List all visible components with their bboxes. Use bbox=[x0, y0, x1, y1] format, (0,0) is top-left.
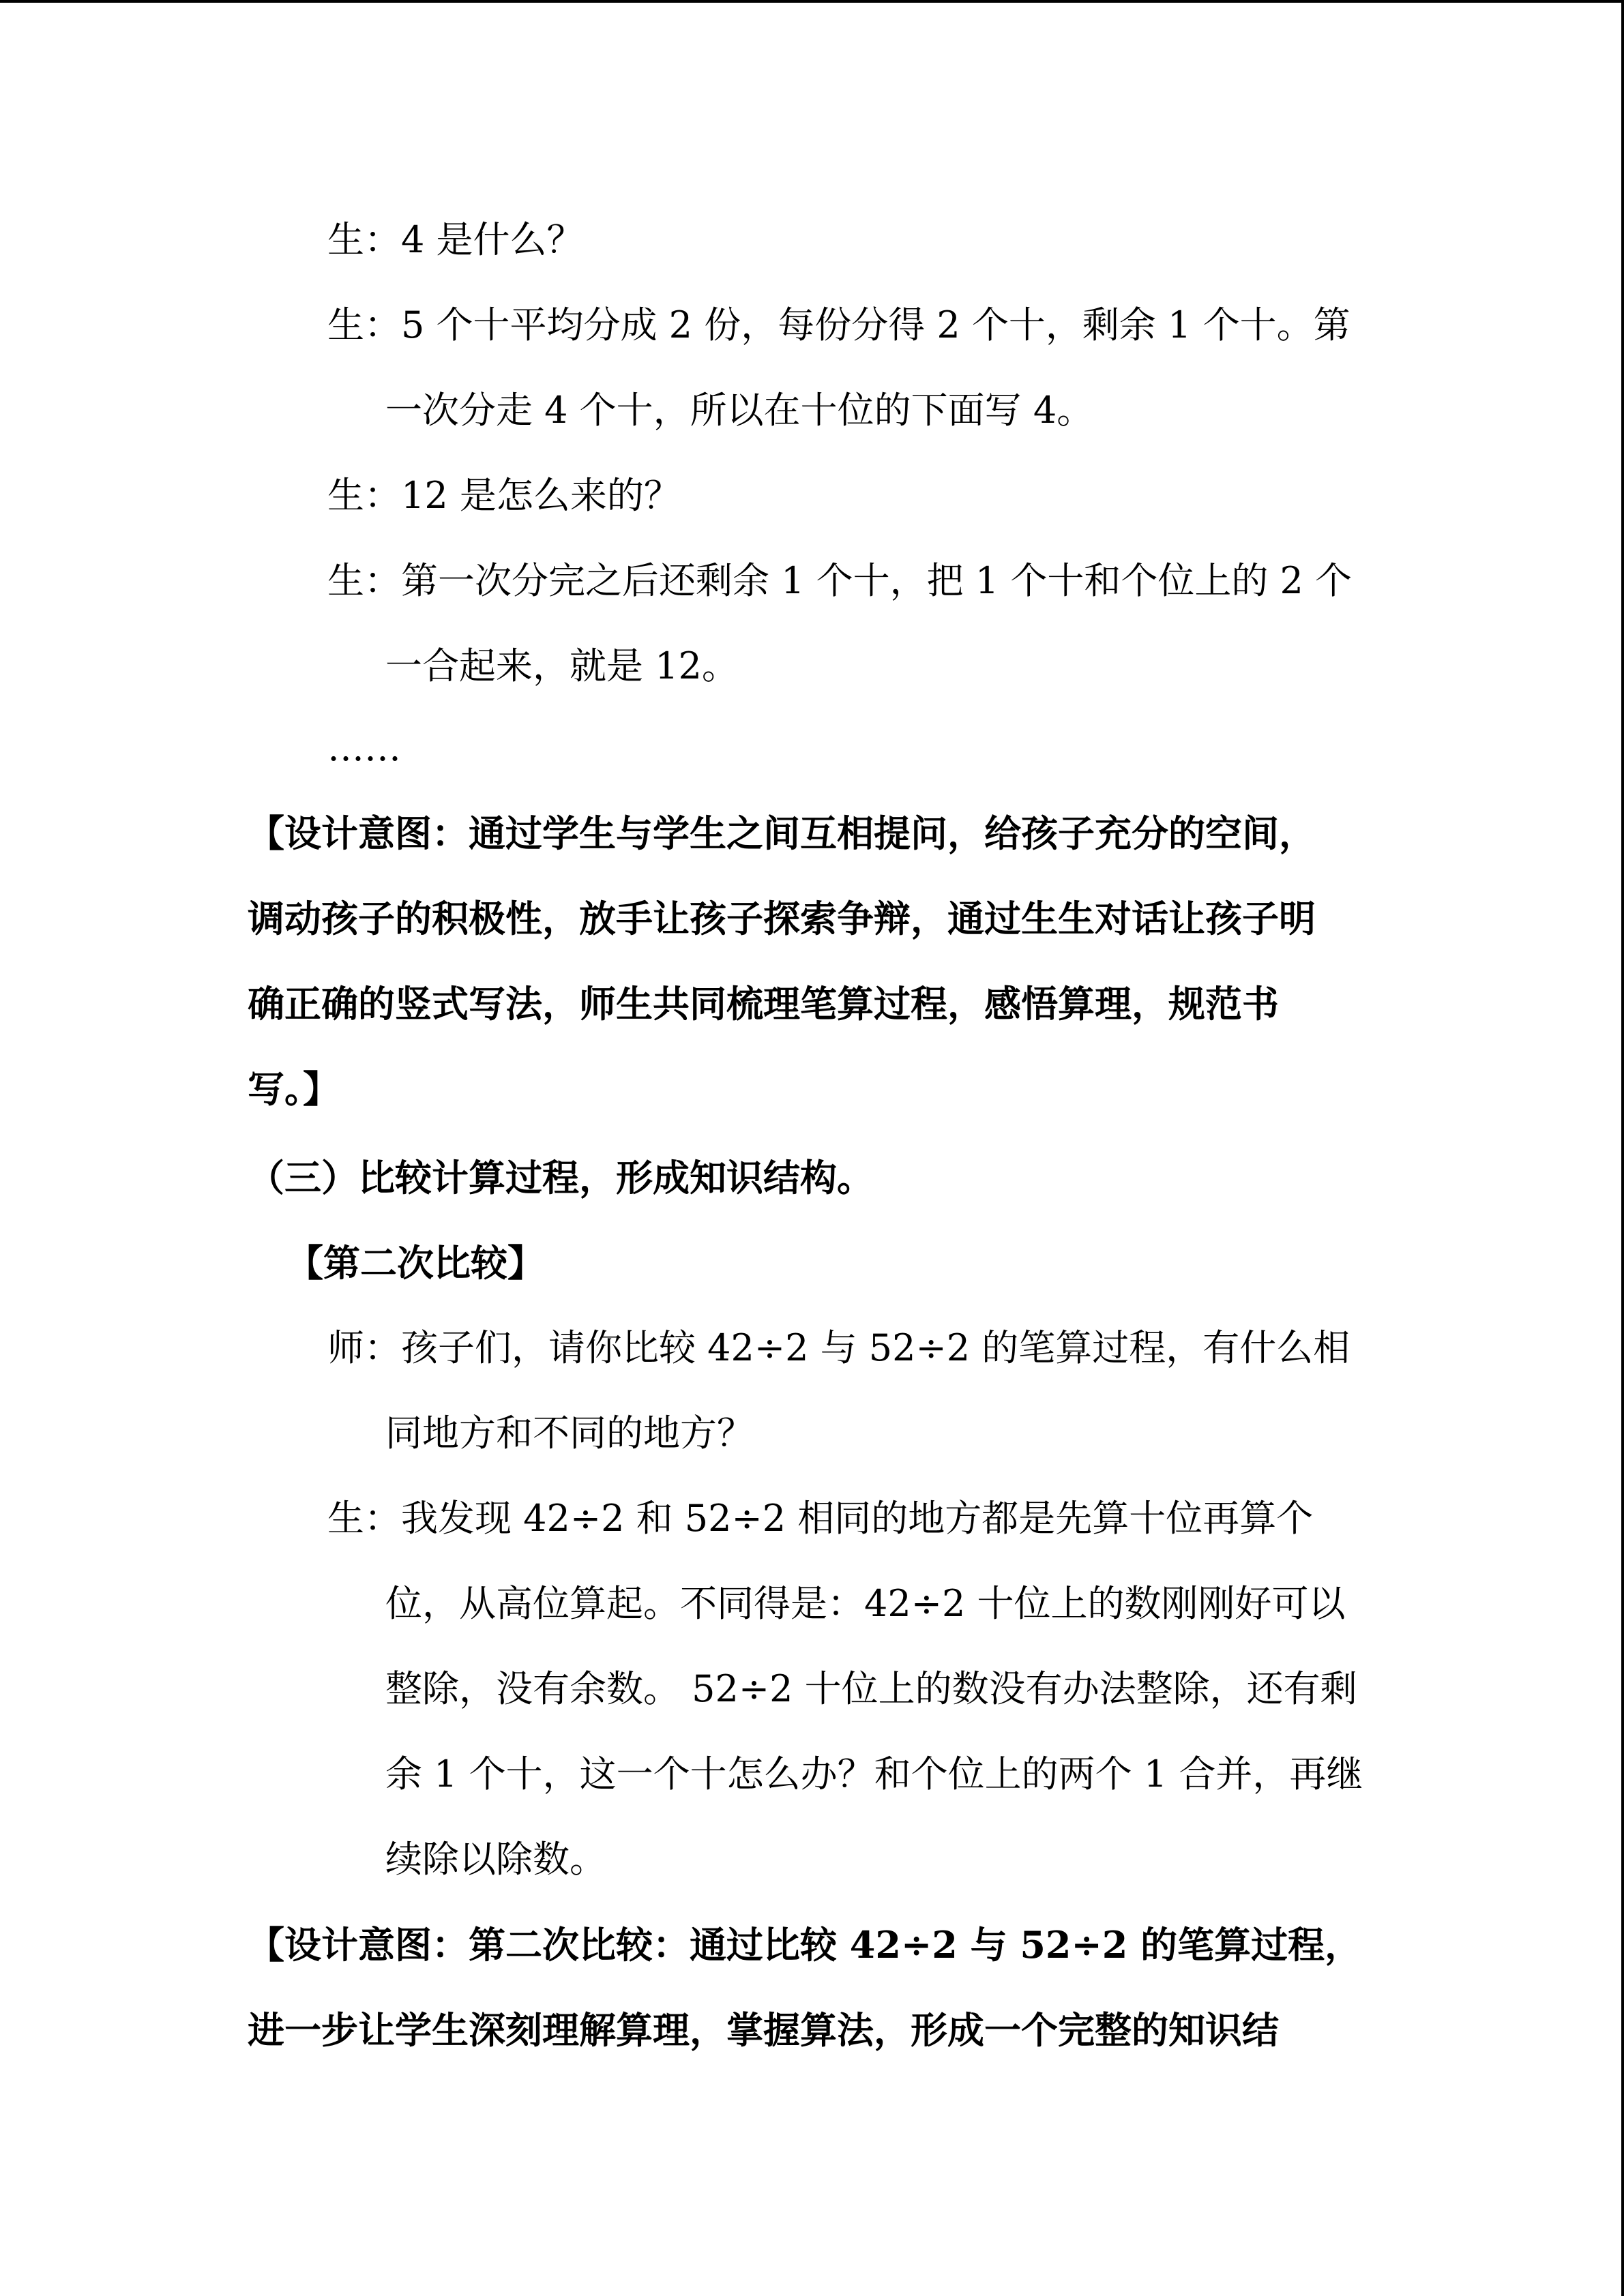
dialogue-line-continuation: 一合起来，就是 12。 bbox=[385, 644, 739, 687]
subheading: 【第二次比较】 bbox=[286, 1241, 544, 1285]
top-border-line bbox=[0, 0, 1624, 3]
dialogue-line: 生：第一次分完之后还剩余 1 个十，把 1 个十和个位上的 2 个 bbox=[327, 559, 1353, 602]
design-intent-line: 进一步让学生深刻理解算理，掌握算法，形成一个完整的知识结 bbox=[248, 2008, 1279, 2052]
dialogue-line-continuation: 位，从高位算起。不同得是：42÷2 十位上的数刚刚好可以 bbox=[385, 1582, 1346, 1625]
design-intent-line: 写。】 bbox=[248, 1067, 340, 1111]
section-heading: （三）比较计算过程，形成知识结构。 bbox=[248, 1156, 874, 1199]
dialogue-line-continuation: 一次分走 4 个十，所以在十位的下面写 4。 bbox=[385, 389, 1094, 432]
dialogue-line-continuation: 续除以除数。 bbox=[385, 1838, 606, 1881]
dialogue-line-continuation: 整除，没有余数。 52÷2 十位上的数没有办法整除，还有剩 bbox=[385, 1667, 1357, 1710]
dialogue-line: 生：4 是什么？ bbox=[327, 218, 584, 261]
design-intent-line: 调动孩子的积极性，放手让孩子探索争辩，通过生生对话让孩子明 bbox=[248, 897, 1316, 940]
dialogue-line: 生：12 是怎么来的？ bbox=[327, 474, 681, 517]
design-intent-line: 【设计意图：第二次比较：通过比较 42÷2 与 52÷2 的笔算过程， bbox=[248, 1923, 1362, 1967]
dialogue-line: 师：孩子们，请你比较 42÷2 与 52÷2 的笔算过程，有什么相 bbox=[327, 1326, 1350, 1369]
right-border-line bbox=[1621, 0, 1624, 2296]
ellipsis-line: …… bbox=[327, 726, 401, 769]
dialogue-line-continuation: 余 1 个十，这一个十怎么办？和个位上的两个 1 合并，再继 bbox=[385, 1753, 1363, 1795]
dialogue-line: 生：5 个十平均分成 2 份，每份分得 2 个十，剩余 1 个十。第 bbox=[327, 303, 1350, 346]
dialogue-line: 生：我发现 42÷2 和 52÷2 相同的地方都是先算十位再算个 bbox=[327, 1497, 1314, 1540]
dialogue-line-continuation: 同地方和不同的地方？ bbox=[385, 1412, 754, 1455]
design-intent-line: 【设计意图：通过学生与学生之间互相提问，给孩子充分的空间， bbox=[248, 811, 1316, 855]
design-intent-line: 确正确的竖式写法，师生共同梳理笔算过程，感悟算理，规范书 bbox=[248, 982, 1279, 1026]
